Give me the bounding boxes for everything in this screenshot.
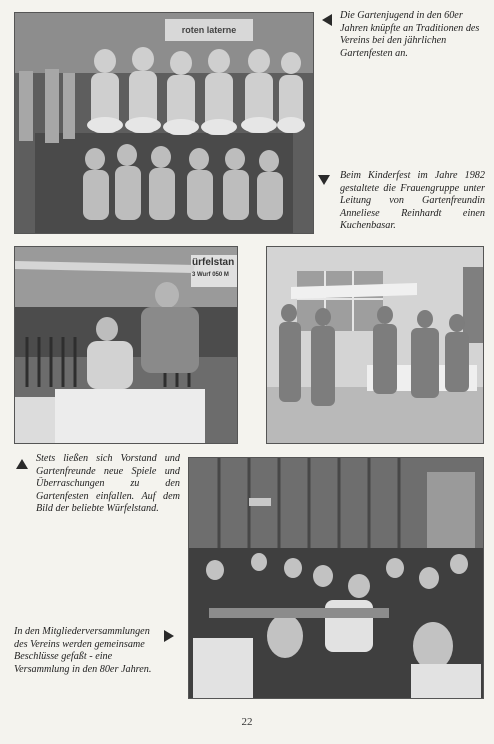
caption-dice-stand: Stets ließen sich Vorstand und Gartenfreunde neue Spiele und Überraschungen zu den Gartenfesten einfallen. Auf dem Bild der beliebte Würfelstand.	[36, 453, 180, 515]
photo-dice-stand	[14, 246, 238, 444]
photo-cake-bazaar	[266, 246, 484, 444]
arrow-left-icon	[322, 14, 332, 26]
page-number: 22	[241, 716, 253, 728]
dice-stand-sign-price: 3 Wurf 050 M	[192, 272, 229, 278]
caption-cake-bazaar: Beim Kinderfest im Jahre 1982 gestaltete die Frauengruppe unter Leitung von Gartenfreundin Anneliese Reinhardt einen Kuchenbasar.	[340, 170, 485, 232]
photo-garden-youth	[14, 12, 314, 234]
lantern-sign: roten laterne	[181, 25, 237, 35]
dice-stand-sign-title: ürfelstan	[192, 257, 235, 268]
dice-stand-sign	[192, 256, 237, 286]
caption-members-meeting: In den Mitgliederversammlungen des Vereins werden gemeinsame Beschlüsse gefaßt - eine Versammlung in den 80er Jahren.	[14, 626, 152, 675]
caption-garden-youth: Die Gartenjugend in den 60er Jahren knüpfte an Traditionen des Vereins bei den jährlichen Gartenfesten an.	[340, 10, 480, 59]
arrow-up-icon	[16, 459, 28, 469]
photo-members-meeting	[188, 457, 484, 699]
arrow-right-icon	[164, 630, 174, 642]
arrow-down-icon	[318, 175, 330, 185]
